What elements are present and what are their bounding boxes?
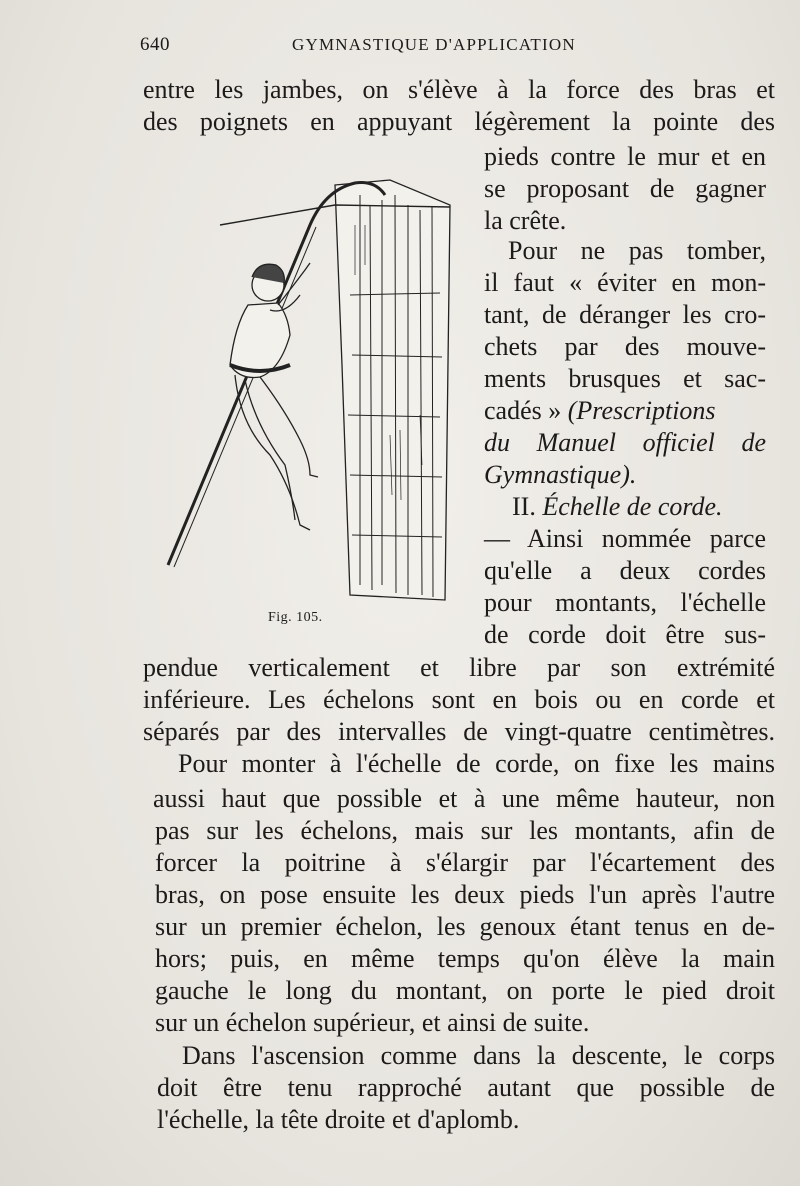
text-line: pour montants, l'échelle: [484, 588, 766, 617]
text-line: l'échelle, la tête droite et d'aplomb.: [157, 1105, 520, 1134]
text-line: tant, de déranger les cro-: [484, 300, 766, 329]
text-line: des poignets en appuyant légèrement la pointe des: [143, 107, 775, 136]
figure-caption: Fig. 105.: [268, 610, 323, 625]
text-line: doit être tenu rapproché autant que possible de: [157, 1073, 775, 1102]
text-line: entre les jambes, on s'élève à la force des bras et: [143, 75, 775, 104]
text-line: il faut « éviter en mon-: [484, 268, 766, 297]
running-title: GYMNASTIQUE D'APPLICATION: [292, 35, 576, 54]
text-line: sur un échelon supérieur, et ainsi de suite.: [155, 1008, 590, 1037]
text-line: pieds contre le mur et en: [484, 142, 766, 171]
text-line: aussi haut que possible et à une même hauteur, non: [153, 784, 775, 813]
text-line: de corde doit être sus-: [484, 620, 766, 649]
text-line: gauche le long du montant, on porte le pied droit: [155, 976, 775, 1005]
text-line: séparés par des intervalles de vingt-quatre centimètres.: [143, 717, 775, 746]
page-header: [140, 34, 760, 62]
text-line: sur un premier échelon, les genoux étant tenus en de-: [155, 912, 775, 941]
text-fragment: cadés »: [484, 396, 568, 425]
text-line: qu'elle a deux cordes: [484, 556, 766, 585]
italic-prescriptions: (Prescriptions: [567, 396, 716, 425]
text-line: se proposant de gagner: [484, 174, 766, 203]
text-line: pendue verticalement et libre par son extrémité: [143, 653, 775, 682]
text-line: inférieure. Les échelons sont en bois ou en corde et: [143, 685, 775, 714]
text-line: Gymnastique).: [484, 460, 637, 489]
section-heading: [512, 491, 766, 523]
text-line: ments brusques et sac-: [484, 364, 766, 393]
text-line: hors; puis, en même temps qu'on élève la main: [155, 944, 775, 973]
climbing-illustration: [160, 165, 460, 605]
text-line: forcer la poitrine à s'élargir par l'écartement des: [155, 848, 775, 877]
text-line: chets par des mouve-: [484, 332, 766, 361]
page-number: 640: [140, 34, 170, 55]
text-line: Pour monter à l'échelle de corde, on fixe les mains: [178, 749, 775, 778]
text-line: du Manuel officiel de: [484, 428, 766, 457]
text-line: pas sur les échelons, mais sur les montants, afin de: [155, 816, 775, 845]
text-line: bras, on pose ensuite les deux pieds l'un après l'autre: [155, 880, 775, 909]
section-number: II.: [512, 492, 543, 521]
text-line: Dans l'ascension comme dans la descente, le corps: [182, 1041, 775, 1070]
text-line: — Ainsi nommée parce: [484, 524, 766, 553]
text-line: [484, 395, 766, 427]
text-line: Pour ne pas tomber,: [508, 236, 766, 265]
text-line: la crête.: [484, 206, 567, 235]
section-title: Échelle de corde.: [542, 492, 723, 521]
